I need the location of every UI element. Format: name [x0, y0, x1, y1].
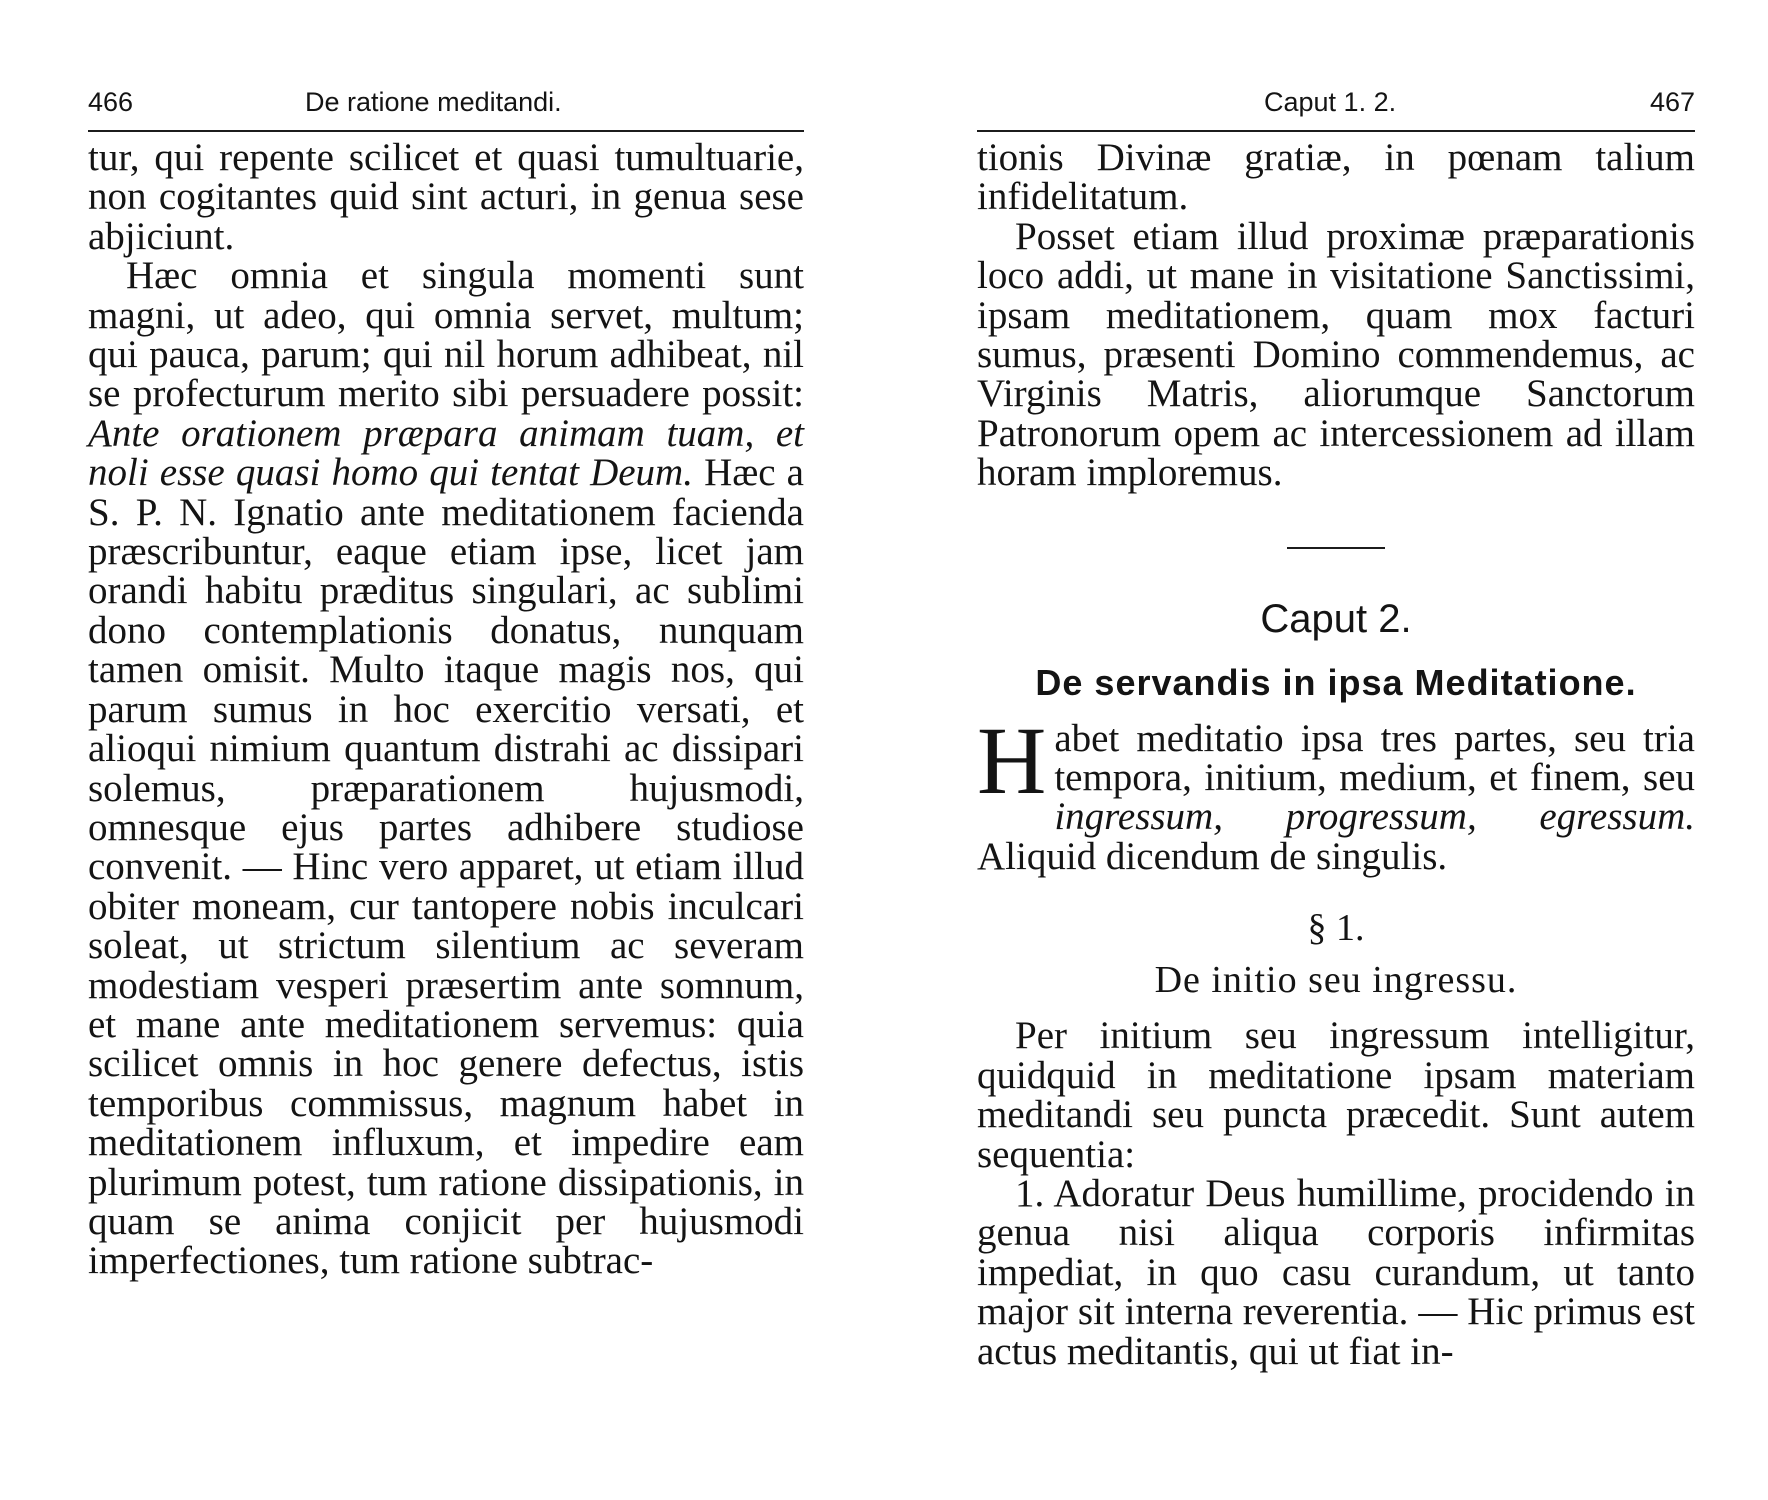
- paragraph: [88, 138, 804, 256]
- paragraph: [88, 256, 804, 1281]
- text-segment: Hæc omnia et singula momenti sunt magni, ut adeo, qui omnia servet, multum; qui pauca, parum; qui nil horum adhibeat, nil se profecturum merito sibi persuadere possit:: [88, 254, 804, 416]
- right-header-rule: [977, 130, 1695, 132]
- left-page: [88, 0, 804, 1281]
- text-segment: 1. Adoratur Deus humillime, procidendo in genua nisi aliqua corporis infirmitas impediat, in quo casu curandum, ut tanto major sit interna reverentia. — Hic primus est actus meditantis, qui ut fiat in-: [977, 1171, 1695, 1373]
- chapter-subtitle: De servandis in ipsa Meditatione.: [1035, 661, 1637, 703]
- text-segment: abet meditatio ipsa tres partes, seu tria tempora, initium, medium, et finem, seu: [1054, 716, 1695, 800]
- dropcap-paragraph: [977, 706, 1695, 878]
- chapter-separator-rule: [1287, 547, 1385, 549]
- paragraph: [977, 1016, 1695, 1174]
- paragraph: [977, 1171, 1695, 1373]
- left-running-title: De ratione meditandi.: [305, 87, 562, 117]
- section-mark: § 1.: [1307, 907, 1365, 950]
- paragraph: [977, 214, 1695, 495]
- italic-text-segment: Ante orationem præpara animam tuam, et noli esse quasi homo qui tentat Deum.: [88, 411, 804, 495]
- text-segment: Per initium seu ingressum intelligitur, quidquid in meditatione ipsam materiam meditandi seu puncta præcedit. Sunt autem sequentia:: [977, 1014, 1695, 1176]
- right-page-number: 467: [1649, 87, 1695, 117]
- right-page: [977, 0, 1695, 1371]
- text-segment: Hæc a S. P. N. Ignatio ante meditationem facienda præscribuntur, eaque etiam ipse, licet jam orandi habitu præditus singulari, ac sublimi dono contemplationis donatus, nunquam tamen omisit. Multo itaque magis nos, qui parum sumus in hoc exercitio versati, et alioqui nimium quantum distrahi ac dissipari solemus, præparationem hujusmodi, omnesque ejus partes adhibere studiose convenit. — Hinc vero apparet, ut etiam illud obiter moneam, cur tantopere nobis inculcari soleat, ut strictum silentium ac severam modestiam vesperi præsertim ante somnum, et mane ante meditationem servemus: quia scilicet omnis in hoc genere defectus, istis temporibus commissus, magnum habet in meditationem influxum, et impedire eam plurimum potest, tum ratione dissipationis, in quam se anima conjicit per hujusmodi imperfectiones, tum ratione subtrac-: [88, 451, 804, 1283]
- text-segment: tur, qui repente scilicet et quasi tumultuarie, non cogitantes quid sint acturi, in genua sese abjiciunt.: [88, 136, 804, 258]
- paragraph: [977, 138, 1695, 217]
- right-running-head: [977, 82, 1695, 122]
- dropcap-letter: H: [977, 706, 1047, 814]
- chapter-title: Caput 2.: [1260, 596, 1412, 641]
- text-segment: Aliquid dicendum de singulis.: [977, 834, 1448, 878]
- left-header-rule: [88, 130, 804, 132]
- dropcap-paragraph-text: [977, 706, 1695, 878]
- left-page-number: 466: [88, 87, 134, 117]
- right-body-text-after-section: [977, 1016, 1695, 1371]
- left-body-text: [88, 138, 804, 1281]
- right-body-text-before-chapter: [977, 138, 1695, 493]
- text-segment: Posset etiam illud proximæ præparationis loco addi, ut mane in visitatione Sanctissimi, ipsam meditationem, quam mox facturi sumus, præsenti Domino commendemus, ac Virginis Matris, aliorumque Sanctorum Patronorum opem ac intercessionem ad illam horam imploremus.: [977, 214, 1695, 495]
- text-segment: tionis Divinæ gratiæ, in pœnam talium infidelitatum.: [977, 136, 1695, 219]
- section-title: De initio seu ingressu.: [1154, 959, 1518, 1002]
- italic-text-segment: ingressum, progressum, egressum.: [1054, 795, 1695, 839]
- left-running-head: [88, 82, 804, 122]
- right-running-title: Caput 1. 2.: [1264, 87, 1397, 117]
